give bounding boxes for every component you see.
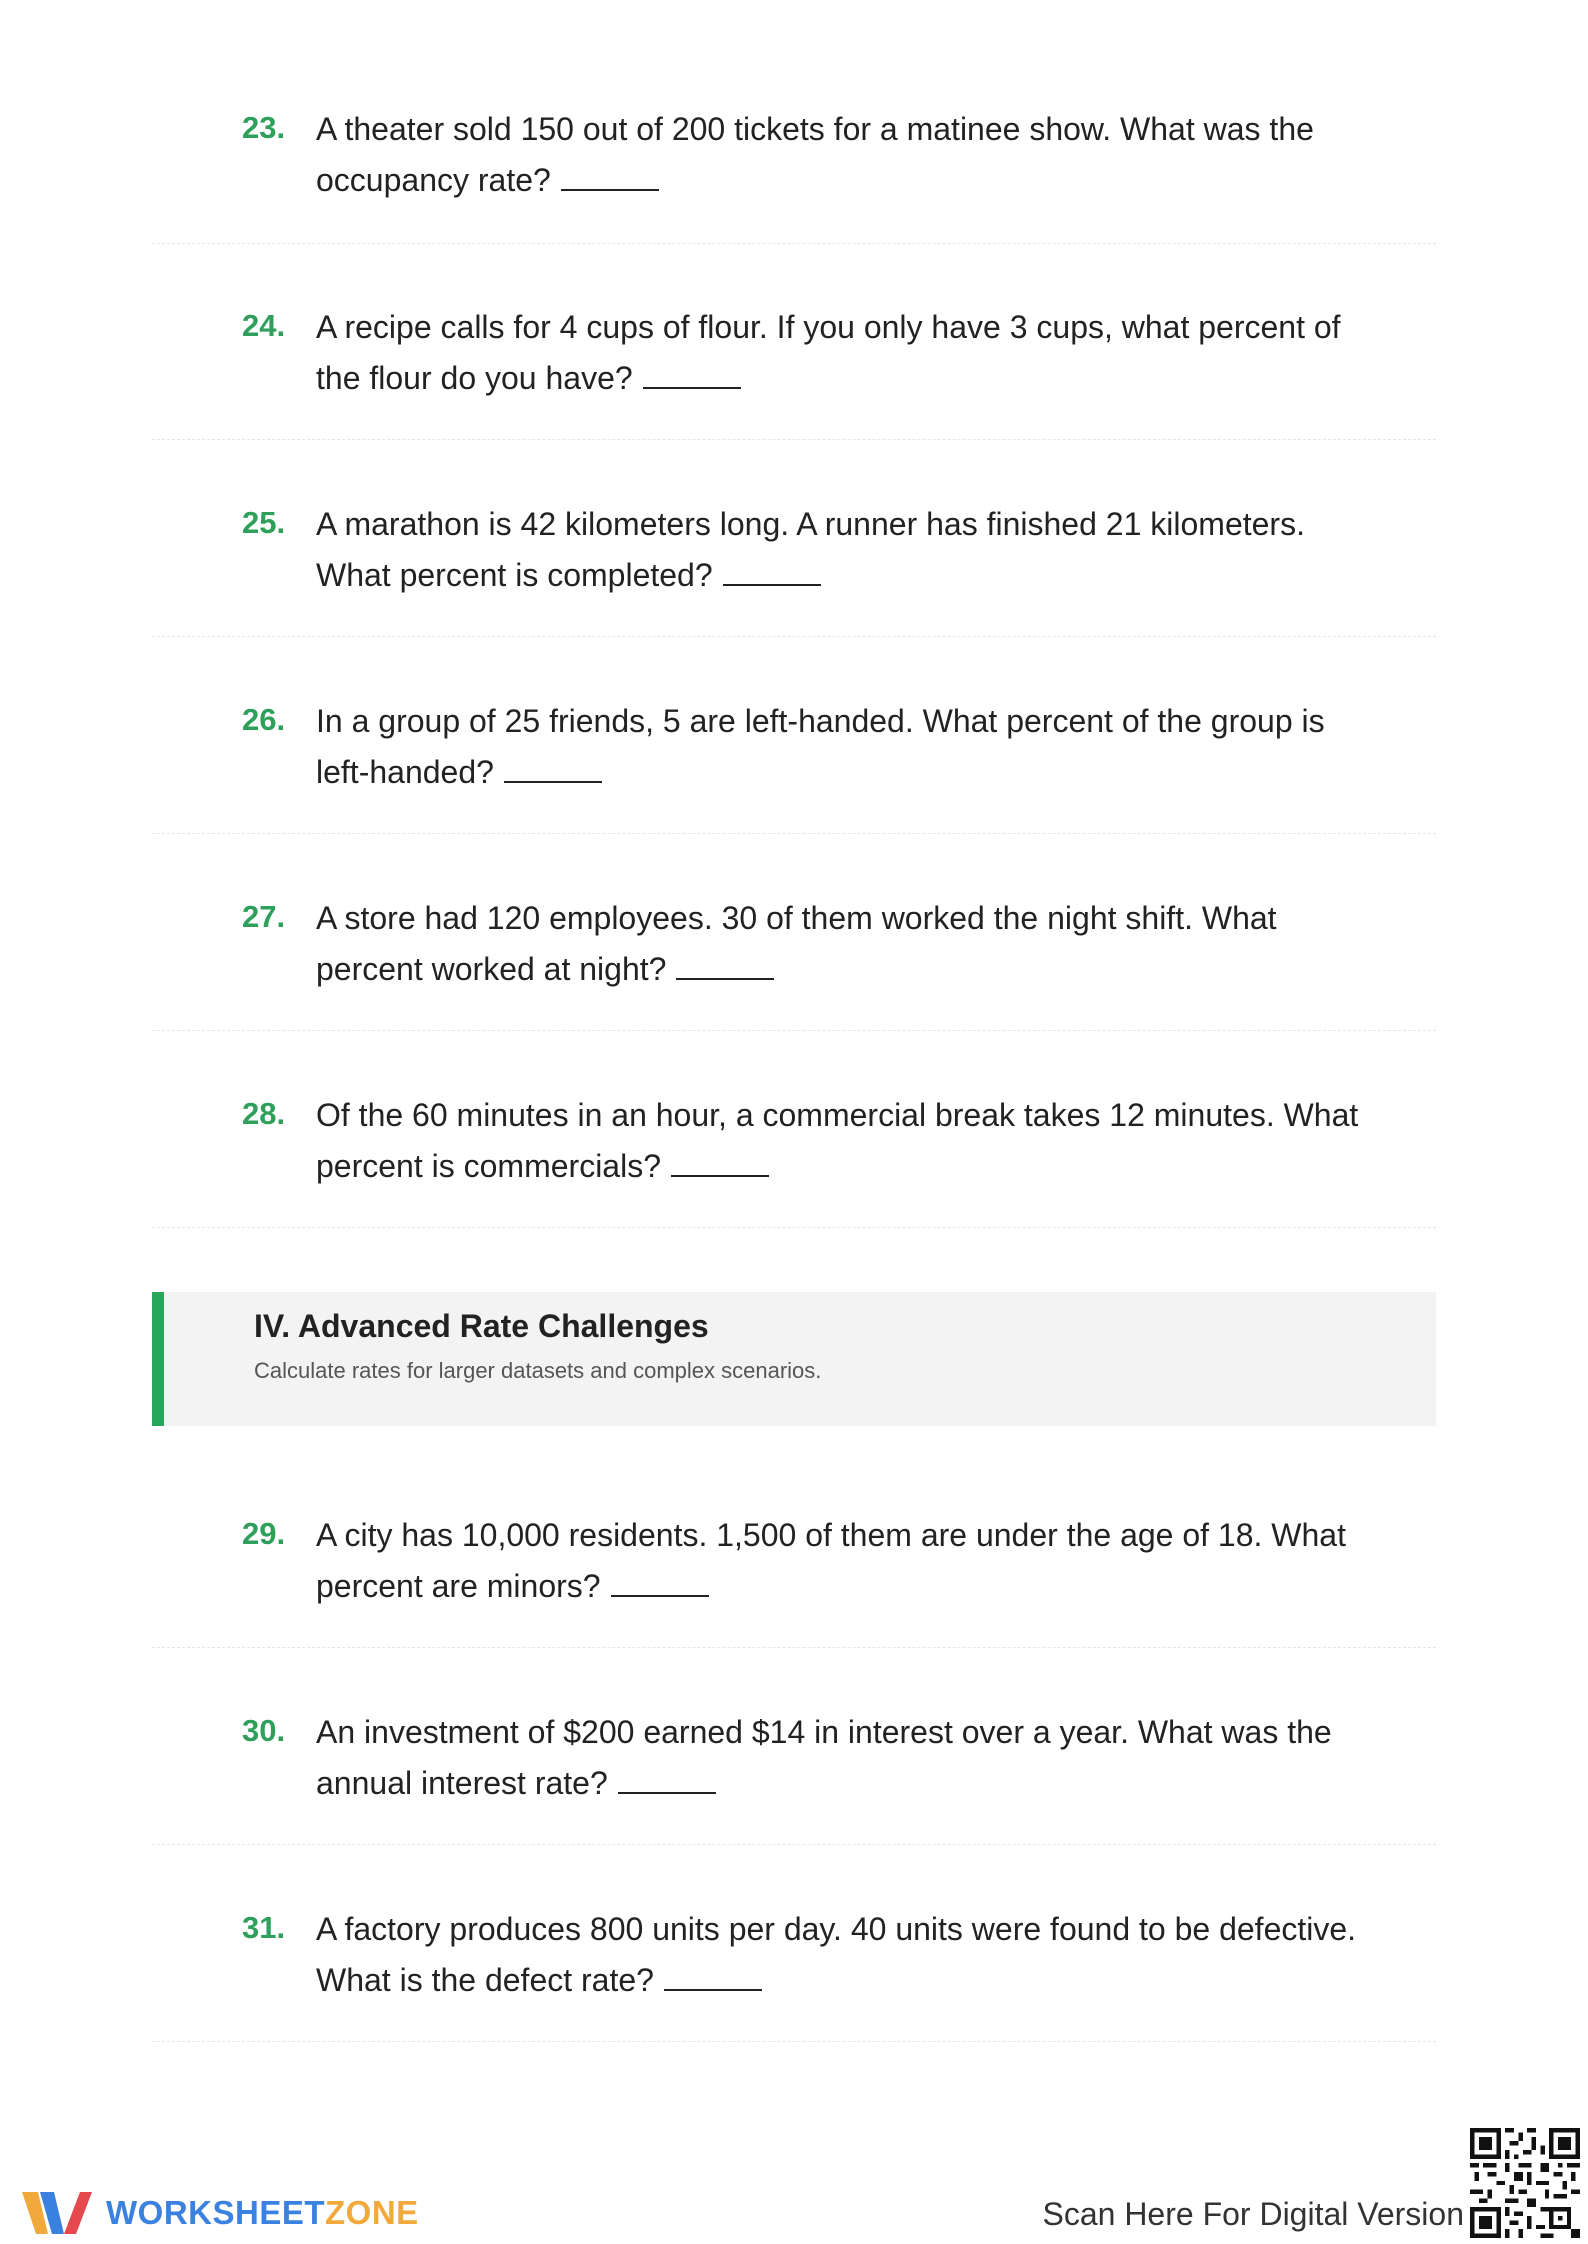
question-24 bbox=[152, 310, 1436, 440]
question-text bbox=[316, 499, 1366, 601]
question-number: 24. bbox=[242, 308, 286, 343]
question-text bbox=[316, 1510, 1366, 1612]
question-text bbox=[316, 302, 1366, 404]
question-text bbox=[316, 1707, 1366, 1809]
answer-blank[interactable] bbox=[643, 361, 741, 389]
question-text-content: A recipe calls for 4 cups of flour. If you only have 3 cups, what percent of the flour do you have? bbox=[316, 309, 1341, 396]
section-title: IV. Advanced Rate Challenges bbox=[254, 1308, 709, 1344]
answer-blank[interactable] bbox=[671, 1149, 769, 1177]
answer-blank[interactable] bbox=[611, 1569, 709, 1597]
logo-text-part2: ZONE bbox=[325, 2194, 419, 2231]
question-text-content: A factory produces 800 units per day. 40 units were found to be defective. What is the defect rate? bbox=[316, 1911, 1357, 1998]
question-number: 28. bbox=[242, 1096, 286, 1131]
question-31 bbox=[152, 1912, 1436, 2042]
question-text-content: A theater sold 150 out of 200 tickets for a matinee show. What was the occupancy rate? bbox=[316, 111, 1314, 198]
question-29 bbox=[152, 1518, 1436, 1648]
question-text bbox=[316, 1904, 1366, 2006]
answer-blank[interactable] bbox=[664, 1963, 762, 1991]
question-26 bbox=[152, 704, 1436, 834]
answer-blank[interactable] bbox=[723, 558, 821, 586]
question-25 bbox=[152, 507, 1436, 637]
question-number: 27. bbox=[242, 899, 286, 934]
answer-blank[interactable] bbox=[676, 952, 774, 980]
question-text bbox=[316, 1090, 1366, 1192]
question-number: 25. bbox=[242, 505, 286, 540]
question-text-content: A city has 10,000 residents. 1,500 of them are under the age of 18. What percent are minors? bbox=[316, 1517, 1346, 1604]
question-text bbox=[316, 696, 1366, 798]
question-number: 26. bbox=[242, 702, 286, 737]
worksheetzone-logo[interactable] bbox=[18, 2186, 419, 2240]
question-text-content: A marathon is 42 kilometers long. A runner has finished 21 kilometers. What percent is completed? bbox=[316, 506, 1305, 593]
section-subtitle: Calculate rates for larger datasets and complex scenarios. bbox=[254, 1358, 822, 1383]
answer-blank[interactable] bbox=[618, 1766, 716, 1794]
answer-blank[interactable] bbox=[504, 755, 602, 783]
logo-text bbox=[106, 2194, 419, 2232]
question-text-content: In a group of 25 friends, 5 are left-handed. What percent of the group is left-handed? bbox=[316, 703, 1325, 790]
question-text bbox=[316, 104, 1366, 206]
question-text-content: An investment of $200 earned $14 in interest over a year. What was the annual interest rate? bbox=[316, 1714, 1332, 1801]
scan-here-text: Scan Here For Digital Version bbox=[1042, 2196, 1464, 2232]
question-23 bbox=[152, 112, 1436, 244]
question-30 bbox=[152, 1715, 1436, 1845]
logo-text-part1: WORKSHEET bbox=[106, 2194, 325, 2231]
question-number: 30. bbox=[242, 1713, 286, 1748]
question-number: 23. bbox=[242, 110, 286, 145]
qr-code-icon[interactable] bbox=[1470, 2128, 1580, 2238]
question-text bbox=[316, 893, 1366, 995]
question-number: 29. bbox=[242, 1516, 286, 1551]
answer-blank[interactable] bbox=[561, 163, 659, 191]
section-header bbox=[152, 1292, 1436, 1426]
question-text-content: Of the 60 minutes in an hour, a commercial break takes 12 minutes. What percent is commercials? bbox=[316, 1097, 1359, 1184]
question-text-content: A store had 120 employees. 30 of them worked the night shift. What percent worked at night? bbox=[316, 900, 1277, 987]
question-number: 31. bbox=[242, 1910, 286, 1945]
question-28 bbox=[152, 1098, 1436, 1228]
question-27 bbox=[152, 901, 1436, 1031]
logo-w-icon bbox=[18, 2186, 94, 2240]
